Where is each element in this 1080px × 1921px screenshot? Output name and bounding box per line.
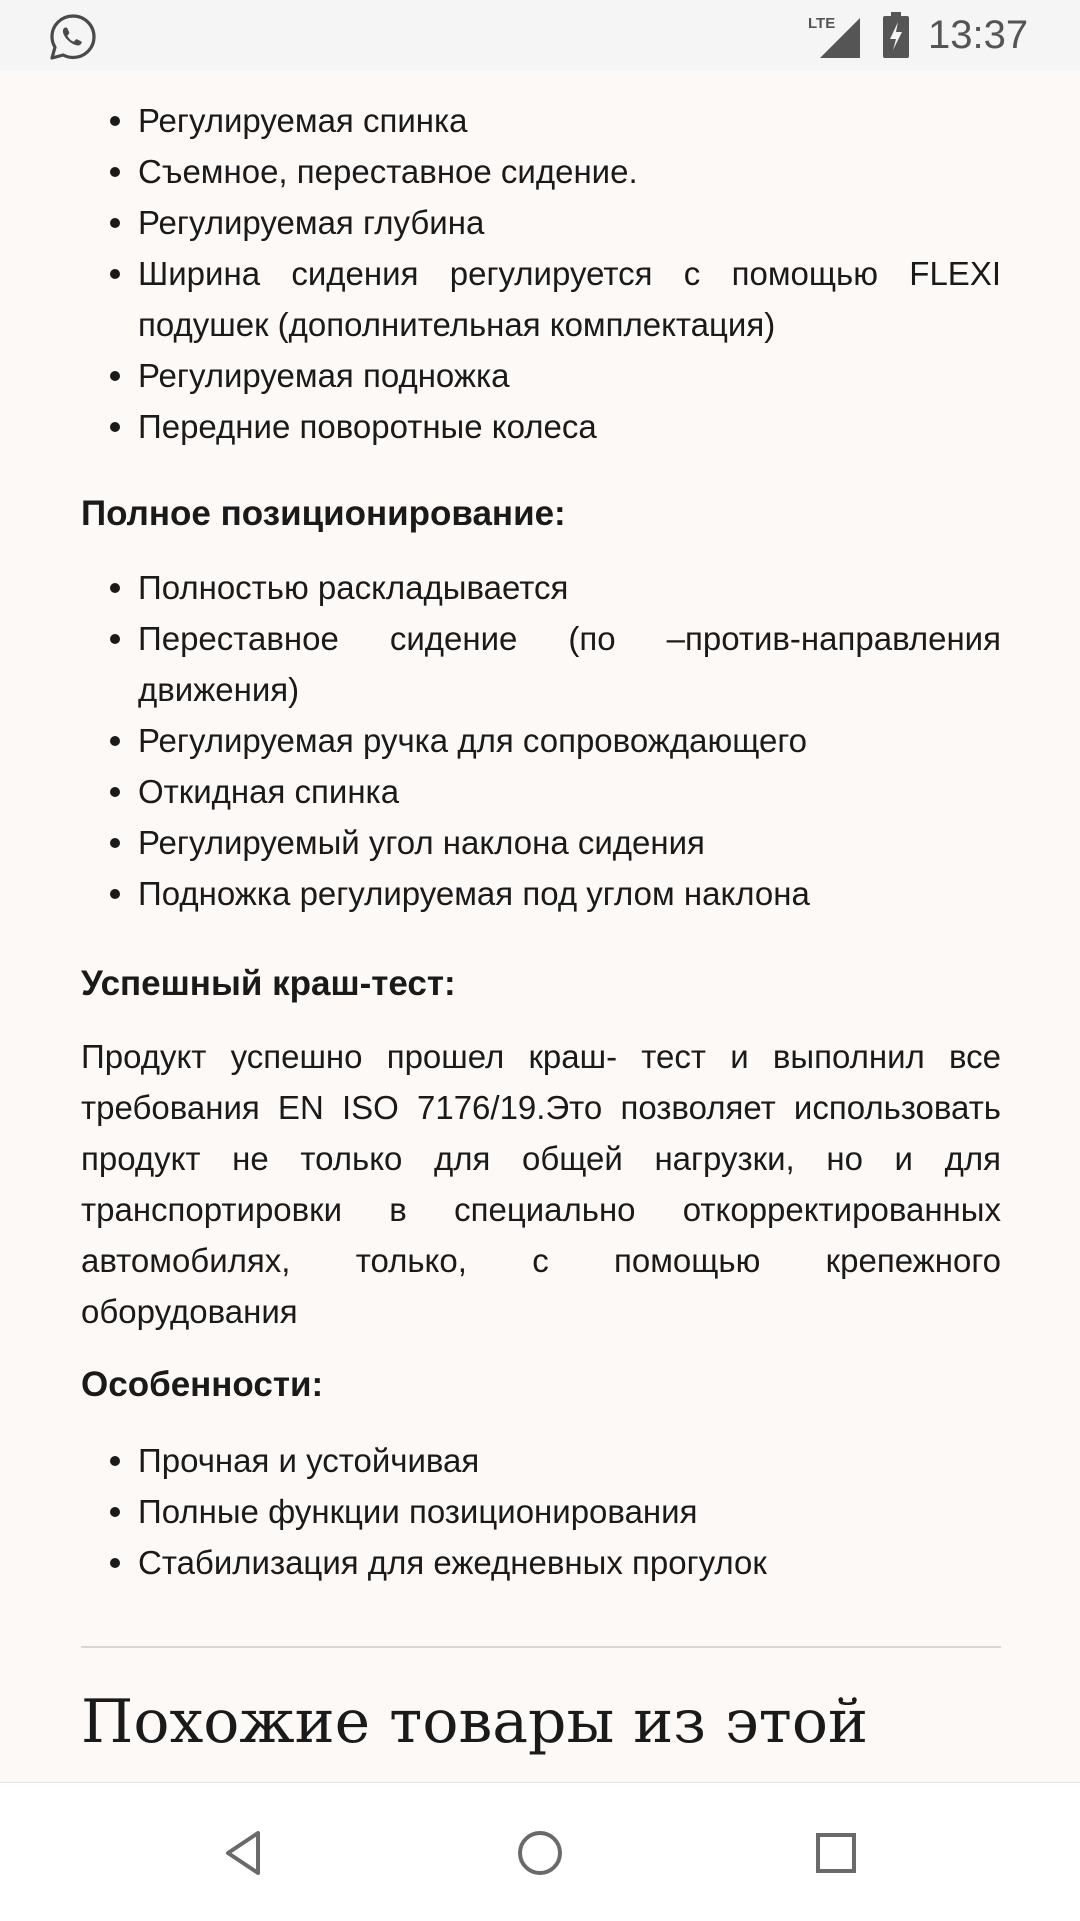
whatsapp-icon [48,12,98,62]
lte-label: LTE [808,15,836,32]
full-positioning-list [81,562,1001,919]
list-item: Полностью раскладывается [81,562,1001,613]
list-item: Откидная спинка [81,766,1001,817]
list-item: Стабилизация для ежедневных прогулок [81,1537,1001,1588]
crash-test-paragraph: Продукт успешно прошел краш- тест и выполнил все требования EN ISO 7176/19.Это позволяет использовать продукт не только для общей нагрузки, но и для транспортировки в специально откорректированных автомобилях, только, с помощью крепежного оборудования [81,1038,1001,1330]
back-triangle-icon[interactable] [214,1823,274,1883]
navigation-bar [0,1782,1080,1921]
battery-charging-icon [883,12,909,58]
page-content[interactable] [0,70,1080,1782]
section-heading-full-positioning: Полное позиционирование: [81,494,566,533]
list-item: Передние поворотные колеса [81,401,1001,452]
list-item: Переставное сидение (по –против-направления движения) [81,613,1001,715]
related-products-title: Похожие товары из этой [81,1687,868,1757]
section-heading-crash-test: Успешный краш-тест: [81,964,456,1003]
list-item: Прочная и устойчивая [81,1435,1001,1486]
status-time: 13:37 [928,13,1029,57]
lte-signal-icon [808,14,860,58]
section-divider [81,1646,1001,1648]
list-item: Регулируемая спинка [81,95,1001,146]
section-heading-features: Особенности: [81,1365,324,1404]
list-item: Съемное, переставное сидение. [81,146,1001,197]
adjustments-list [81,95,1001,452]
features-list [81,1435,1001,1588]
home-circle-icon[interactable] [510,1823,570,1883]
list-item: Регулируемая ручка для сопровождающего [81,715,1001,766]
status-bar [0,0,1080,70]
list-item: Ширина сидения регулируется с помощью FLEXI подушек (дополнительная комплектация) [81,248,1001,350]
list-item: Регулируемый угол наклона сидения [81,817,1001,868]
list-item: Регулируемая глубина [81,197,1001,248]
recent-square-icon[interactable] [806,1823,866,1883]
list-item: Полные функции позиционирования [81,1486,1001,1537]
list-item: Подножка регулируемая под углом наклона [81,868,1001,919]
list-item: Регулируемая подножка [81,350,1001,401]
